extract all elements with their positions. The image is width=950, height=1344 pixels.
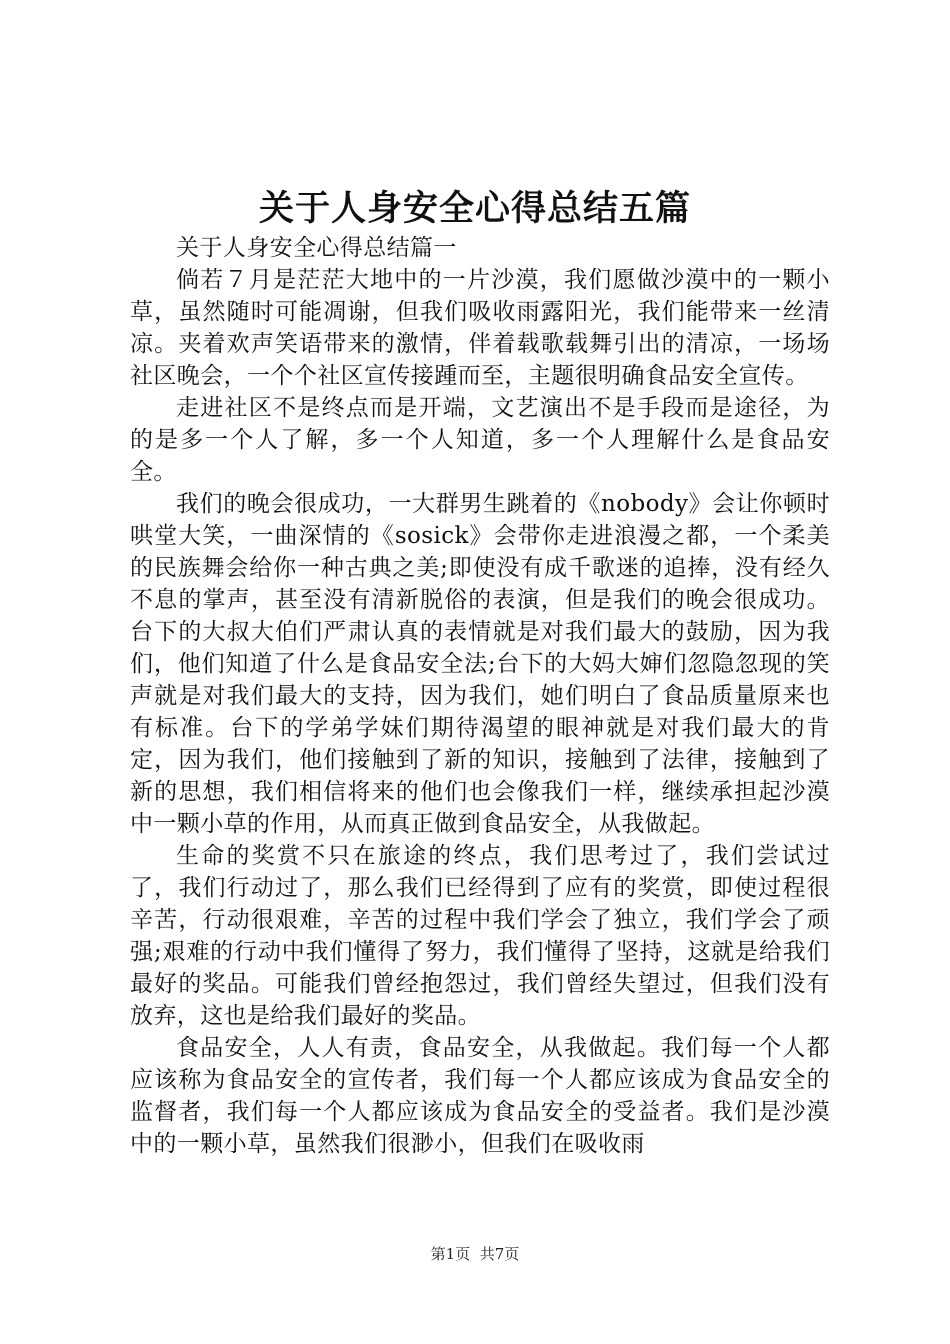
page-number: 第1页 [430,1245,471,1263]
paragraph-2: 走进社区不是终点而是开端，文艺演出不是手段而是途径，为的是多一个人了解，多一个人知道，多一个人理解什么是食品安全。 [130,395,830,485]
page-total: 共7页 [479,1245,520,1263]
paragraph-5: 食品安全，人人有责，食品安全，从我做起。我们每一个人都应该称为食品安全的宣传者，我们每一个人都应该成为食品安全的监督者，我们每一个人都应该成为食品安全的受益者。我们是沙漠中的一颗小草，虽然我们很渺小，但我们在吸收雨 [130,1035,830,1157]
paragraph-3: 我们的晚会很成功，一大群男生跳着的《nobody》会让你顿时哄堂大笑，一曲深情的《sosick》会带你走进浪漫之都，一个柔美的民族舞会给你一种古典之美;即使没有成千歌迷的追捧，没有经久不息的掌声，甚至没有清新脱俗的表演，但是我们的晚会很成功。台下的大叔大伯们严肃认真的表情就是对我们最大的鼓励，因为我们，他们知道了什么是食品安全法;台下的大妈大婶们忽隐忽现的笑声就是对我们最大的支持，因为我们，她们明白了食品质量原来也有标准。台下的学弟学妹们期待渴望的眼神就是对我们最大的肯定，因为我们，他们接触到了新的知识，接触到了法律，接触到了新的思想，我们相信将来的他们也会像我们一样，继续承担起沙漠中一颗小草的作用，从而真正做到食品安全，从我做起。 [130,491,830,837]
document-body [130,232,830,1160]
paragraph-1: 倘若７月是茫茫大地中的一片沙漠，我们愿做沙漠中的一颗小草，虽然随时可能凋谢，但我们吸收雨露阳光，我们能带来一丝清凉。夹着欢声笑语带来的激情，伴着载歌载舞引出的清凉，一场场社区晚会，一个个社区宣传接踵而至，主题很明确食品安全宣传。 [130,267,830,389]
section-heading: 关于人身安全心得总结篇一 [176,235,457,261]
document-title: 关于人身安全心得总结五篇 [258,188,691,229]
page-footer [0,1244,950,1264]
paragraph-4: 生命的奖赏不只在旅途的终点，我们思考过了，我们尝试过了，我们行动过了，那么我们已经得到了应有的奖赏，即使过程很辛苦，行动很艰难，辛苦的过程中我们学会了独立，我们学会了顽强;艰难的行动中我们懂得了努力，我们懂得了坚持，这就是给我们最好的奖品。可能我们曾经抱怨过，我们曾经失望过，但我们没有放弃，这也是给我们最好的奖品。 [130,843,830,1029]
